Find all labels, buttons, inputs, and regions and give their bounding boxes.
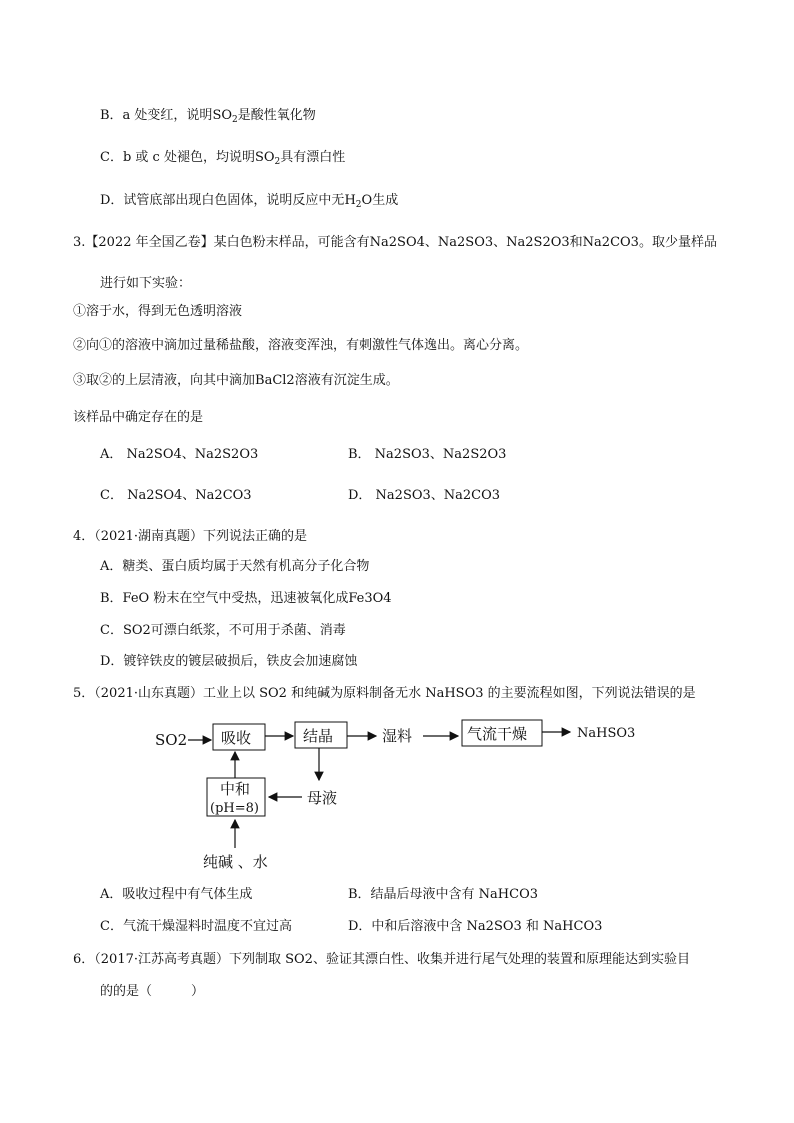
q6-stem-line2: 的的是（ ） (100, 984, 205, 999)
q3-question: 该样品中确定存在的是 (73, 410, 204, 425)
diagram-dry-label: 气流干燥 (467, 725, 528, 743)
diagram-neutral-line1: 中和 (220, 780, 251, 798)
q4-option-b: B．FeO 粉末在空气中受热，迅速被氧化成Fe3O4 (100, 591, 392, 606)
q3-option-a: A． Na2SO4、Na2S2O3 (100, 447, 259, 462)
q3-option-d: D． Na2SO3、Na2CO3 (348, 488, 501, 503)
diagram-neutral-line2: (pH=8) (210, 801, 259, 816)
q2-option-d: D．试管底部出现白色固体，说明反应中无$H_2O$生成 (100, 193, 399, 210)
q6-stem-line1: 6．（2017·江苏高考真题）下列制取 SO2、验证其漂白性、收集并进行尾气处理的装置和原理能达到实验目 (73, 952, 690, 967)
q4-option-a: A．糖类、蛋白质均属于天然有机高分子化合物 (100, 559, 370, 574)
diagram-crystal-label: 结晶 (303, 727, 334, 745)
q3-step2: ②向①的溶液中滴加过量稀盐酸，溶液变浑浊，有刺激性气体逸出。离心分离。 (73, 338, 529, 353)
diagram-so2-label: SO2 (155, 731, 188, 749)
q5-option-b: B．结晶后母液中含有 NaHCO3 (348, 887, 539, 902)
q5-flow-diagram (150, 712, 670, 882)
q4-stem: 4．（2021·湖南真题）下列说法正确的是 (73, 529, 307, 544)
q3-option-b: B． Na2SO3、Na2S2O3 (348, 447, 507, 462)
diagram-wet-label: 湿料 (382, 727, 413, 745)
q5-stem: 5．（2021·山东真题）工业上以 SO2 和纯碱为原料制备无水 NaHSO3 的主要流程如图，下列说法错误的是 (73, 686, 696, 701)
q3-step1: ①溶于水，得到无色透明溶液 (73, 304, 243, 319)
q3-stem-line2: 进行如下实验： (100, 276, 192, 291)
q3-stem: 3.【2022 年全国乙卷】某白色粉末样品，可能含有Na2SO4、Na2SO3、Na2S2O3和Na2CO3。取少量样品 (73, 235, 717, 250)
diagram-mother-label: 母液 (307, 789, 338, 807)
diagram-soda-label: 纯碱 、水 (203, 853, 268, 871)
q4-option-c: C．SO2可漂白纸浆，不可用于杀菌、消毒 (100, 623, 346, 638)
diagram-absorb-label: 吸收 (221, 729, 252, 747)
q3-step3: ③取②的上层清液，向其中滴加BaCl2溶液有沉淀生成。 (73, 373, 399, 388)
q5-option-a: A．吸收过程中有气体生成 (100, 887, 253, 902)
q2-option-b: B．a 处变红，说明$SO_2$是酸性氧化物 (100, 108, 316, 125)
q4-option-d: D．镀锌铁皮的镀层破损后，铁皮会加速腐蚀 (100, 654, 358, 669)
q5-option-d: D．中和后溶液中含 Na2SO3 和 NaHCO3 (348, 919, 603, 934)
q3-option-c: C． Na2SO4、Na2CO3 (100, 488, 252, 503)
diagram-product-label: NaHSO3 (577, 726, 636, 741)
q2-option-c: C．b 或 c 处褪色，均说明$SO_2$具有漂白性 (100, 150, 346, 167)
q5-option-c: C．气流干燥湿料时温度不宜过高 (100, 919, 292, 934)
